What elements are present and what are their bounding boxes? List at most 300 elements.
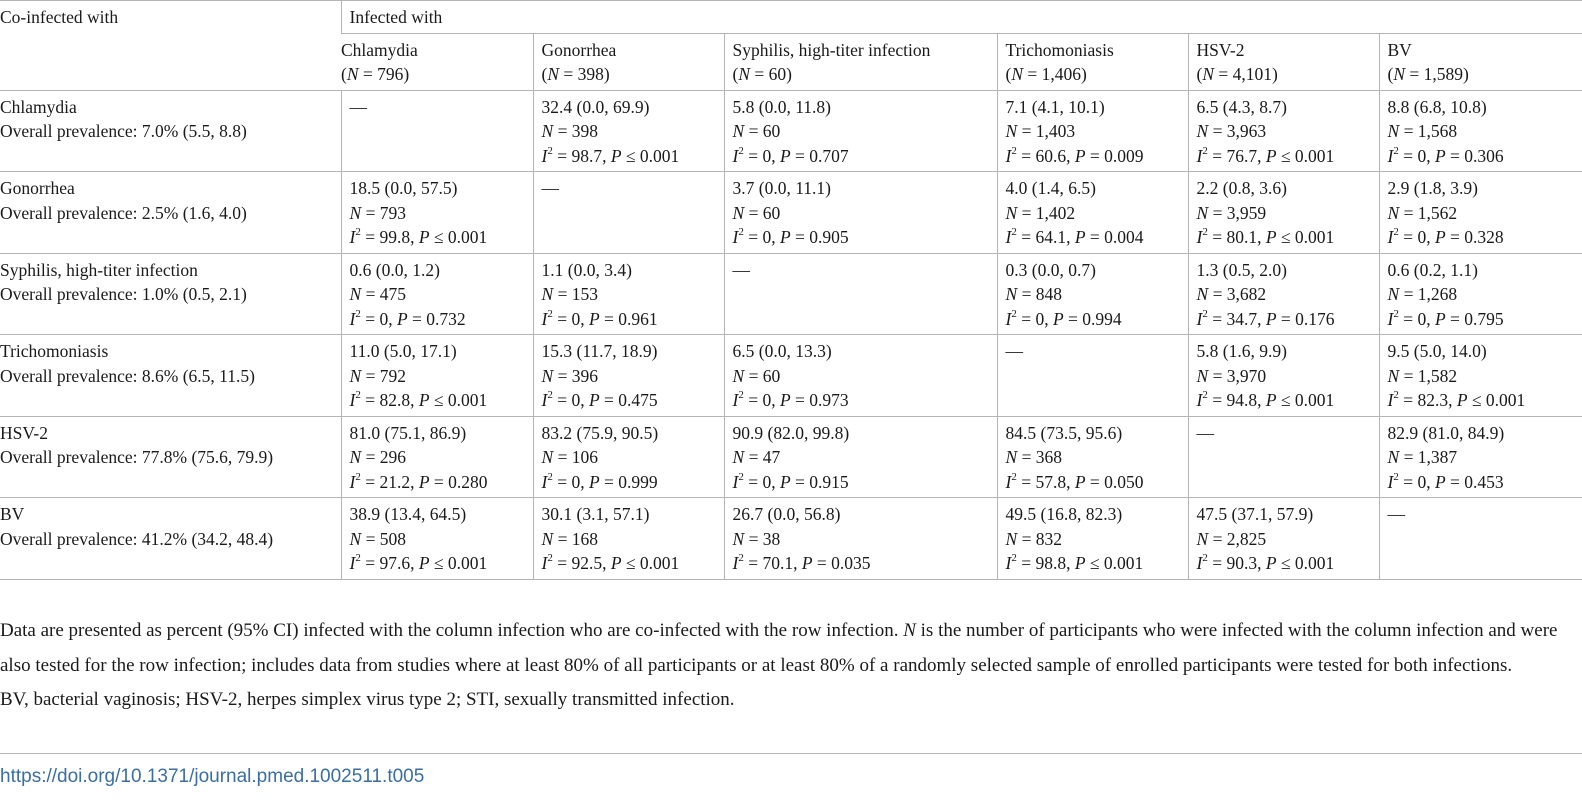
cell-estimate: 7.1 (4.1, 10.1): [1005, 96, 1105, 117]
cell-n-value: = 47: [744, 447, 781, 467]
column-header-n: [1006, 62, 1180, 87]
column-header-n-prefix: (: [541, 64, 548, 84]
cell-estimate: 26.7 (0.0, 56.8): [732, 504, 841, 524]
cell-p-symbol: P: [1434, 145, 1446, 166]
column-header: [341, 33, 533, 90]
cell-p-value: = 0.994: [1063, 308, 1122, 329]
cell-heterogeneity: [1197, 551, 1371, 576]
cell-p-symbol: P: [779, 227, 791, 247]
cell-p-value: = 0.009: [1085, 145, 1144, 166]
cell-i2-value: = 82.8,: [360, 390, 419, 410]
cell-p-symbol: P: [1074, 145, 1086, 166]
cell-i2-value: = 0,: [743, 227, 780, 247]
cell-i2-value: = 90.3,: [1207, 553, 1266, 573]
cell-i-superscript: 2: [547, 470, 553, 483]
cell-p-value: = 0.176: [1276, 308, 1335, 329]
cell-i-symbol: I: [541, 308, 548, 329]
cell-estimate: 83.2 (75.9, 90.5): [541, 422, 659, 443]
column-header-n-symbol: N: [738, 64, 751, 84]
table-cell: [341, 90, 533, 172]
cell-estimate: 0.3 (0.0, 0.7): [1005, 259, 1096, 280]
cell-i-superscript: 2: [355, 226, 361, 239]
table-row: [0, 253, 1582, 335]
table-cell: [533, 90, 724, 172]
table-cell: [724, 416, 997, 498]
cell-n: [542, 119, 716, 144]
cell-n-value: = 296: [361, 447, 407, 467]
footnote-abbreviations: BV, bacterial vaginosis; HSV-2, herpes simplex virus type 2; STI, sexually transmitted infection.: [0, 689, 735, 710]
cell-i-symbol: I: [349, 308, 356, 329]
cell-heterogeneity: [733, 388, 989, 413]
cell-n: [1006, 119, 1180, 144]
cell-p-value: ≤ 0.001: [621, 145, 680, 166]
empty-cell-dash: —: [541, 178, 559, 198]
cell-n-symbol: N: [732, 365, 745, 386]
column-header-n-prefix: (: [1005, 64, 1012, 84]
cell-n-symbol: N: [1387, 365, 1400, 386]
cell-i-superscript: 2: [1202, 307, 1208, 320]
cell-n-symbol: N: [1196, 121, 1209, 141]
cell-i2-value: = 0,: [1398, 471, 1435, 492]
cell-i-superscript: 2: [1393, 226, 1399, 239]
cell-i2-value: = 98.8,: [1016, 553, 1075, 573]
cell-i-superscript: 2: [547, 552, 553, 565]
table-cell: [533, 253, 724, 335]
cell-n-value: = 60: [744, 202, 781, 223]
column-header-n-symbol: N: [547, 64, 560, 84]
column-header-n-value: = 1,406): [1023, 64, 1087, 84]
column-header-name: HSV-2: [1196, 39, 1245, 60]
cell-n-value: = 1,403: [1017, 121, 1076, 141]
cell-estimate: 38.9 (13.4, 64.5): [349, 504, 467, 524]
table-cell: [997, 253, 1188, 335]
column-header-n-prefix: (: [341, 64, 347, 84]
cell-estimate: 18.5 (0.0, 57.5): [349, 178, 458, 198]
table-cell: [997, 172, 1188, 254]
cell-n-symbol: N: [541, 528, 554, 549]
row-header-prevalence: Overall prevalence: 1.0% (0.5, 2.1): [0, 284, 247, 304]
column-header-n-prefix: (: [1387, 64, 1394, 84]
cell-estimate: 5.8 (0.0, 11.8): [732, 96, 832, 117]
cell-i2-value: = 92.5,: [552, 553, 611, 573]
cell-p-symbol: P: [610, 553, 622, 573]
table-row: [0, 90, 1582, 172]
cell-n-symbol: N: [1196, 284, 1209, 304]
column-header: [533, 33, 724, 90]
cell-p-symbol: P: [1265, 308, 1277, 329]
cell-n: [733, 527, 989, 552]
table-cell: [1188, 90, 1379, 172]
cell-n: [1388, 201, 1575, 226]
cell-n: [733, 201, 989, 226]
cell-p-symbol: P: [588, 471, 600, 492]
cell-p-value: ≤ 0.001: [1276, 390, 1335, 410]
cell-heterogeneity: [733, 225, 989, 250]
cell-i-superscript: 2: [1393, 470, 1399, 483]
cell-p-symbol: P: [1456, 390, 1468, 410]
cell-i2-value: = 98.7,: [552, 145, 611, 166]
table-cell: [341, 416, 533, 498]
cell-p-value: ≤ 0.001: [1276, 227, 1335, 247]
cell-n-symbol: N: [732, 202, 745, 223]
cell-n: [350, 445, 525, 470]
cell-p-symbol: P: [801, 553, 813, 573]
cell-p-symbol: P: [610, 145, 622, 166]
cell-p-value: ≤ 0.001: [1085, 553, 1144, 573]
cell-heterogeneity: [1006, 551, 1180, 576]
cell-i-superscript: 2: [355, 389, 361, 402]
cell-n-symbol: N: [349, 528, 362, 549]
cell-estimate: 6.5 (4.3, 8.7): [1196, 96, 1287, 117]
column-header-name: Syphilis, high-titer infection: [732, 39, 931, 60]
cell-n-symbol: N: [1196, 365, 1209, 386]
column-header-n-prefix: (: [1196, 64, 1203, 84]
cell-p-value: ≤ 0.001: [1276, 145, 1335, 166]
row-header-name: BV: [0, 504, 25, 524]
cell-i-superscript: 2: [738, 389, 744, 402]
cell-heterogeneity: [1006, 225, 1180, 250]
cell-p-symbol: P: [588, 390, 600, 410]
cell-n-value: = 153: [553, 284, 599, 304]
cell-estimate: 5.8 (1.6, 9.9): [1196, 341, 1287, 361]
cell-p-symbol: P: [418, 227, 430, 247]
table-cell: [341, 335, 533, 417]
cell-p-symbol: P: [1265, 145, 1277, 166]
cell-i-superscript: 2: [1011, 144, 1017, 157]
cell-i-symbol: I: [1005, 471, 1012, 492]
cell-i-superscript: 2: [547, 389, 553, 402]
cell-p-symbol: P: [588, 308, 600, 329]
column-header: [1379, 33, 1582, 90]
cell-estimate: 81.0 (75.1, 86.9): [349, 422, 467, 443]
empty-cell-dash: —: [1387, 504, 1405, 524]
cell-n: [1006, 201, 1180, 226]
cell-estimate: 15.3 (11.7, 18.9): [541, 341, 658, 361]
cell-p-value: = 0.050: [1085, 471, 1144, 492]
footnote-definition: [0, 614, 1560, 683]
cell-n-value: = 1,402: [1017, 202, 1076, 223]
cell-p-value: = 0.905: [790, 227, 849, 247]
cell-p-value: = 0.961: [599, 308, 658, 329]
cell-i-superscript: 2: [738, 144, 744, 157]
cell-i-symbol: I: [1005, 145, 1012, 166]
cell-p-symbol: P: [1434, 308, 1446, 329]
cell-p-value: ≤ 0.001: [621, 553, 680, 573]
cell-heterogeneity: [350, 388, 525, 413]
table-cell: [1379, 416, 1582, 498]
cell-i-symbol: I: [541, 390, 548, 410]
cell-estimate: 90.9 (82.0, 99.8): [732, 422, 850, 443]
table-cell: [997, 335, 1188, 417]
column-header-n: [733, 62, 989, 87]
cell-n-symbol: N: [1196, 528, 1209, 549]
cell-i2-value: = 94.8,: [1207, 390, 1266, 410]
footnote-n-symbol: N: [903, 620, 916, 641]
cell-estimate: 6.5 (0.0, 13.3): [732, 341, 832, 361]
column-header-name: BV: [1387, 39, 1412, 60]
cell-p-symbol: P: [1074, 227, 1086, 247]
cell-i-superscript: 2: [1393, 307, 1399, 320]
column-header: [1188, 33, 1379, 90]
table-cell: [724, 172, 997, 254]
cell-i-symbol: I: [541, 553, 548, 573]
cell-p-symbol: P: [418, 390, 430, 410]
cell-n-symbol: N: [541, 447, 554, 467]
cell-p-symbol: P: [779, 471, 791, 492]
cell-n: [733, 364, 989, 389]
cell-i-superscript: 2: [355, 470, 361, 483]
cell-i-symbol: I: [349, 227, 356, 247]
cell-n-value: = 792: [361, 365, 407, 386]
table-cell: [1188, 498, 1379, 580]
cell-n-value: = 1,568: [1399, 121, 1458, 141]
table-cell: [1379, 498, 1582, 580]
empty-cell-dash: —: [1196, 422, 1214, 443]
cell-i-symbol: I: [1387, 308, 1394, 329]
row-header-name: Gonorrhea: [0, 178, 75, 198]
cell-p-value: = 0.795: [1445, 308, 1504, 329]
cell-i2-value: = 0,: [743, 390, 780, 410]
cell-n-value: = 3,963: [1208, 121, 1267, 141]
column-header-n-value: = 4,101): [1214, 64, 1278, 84]
cell-p-value: ≤ 0.001: [1276, 553, 1335, 573]
cell-i-symbol: I: [1005, 553, 1012, 573]
cell-estimate: 84.5 (73.5, 95.6): [1005, 422, 1123, 443]
cell-heterogeneity: [1006, 470, 1180, 495]
cell-n: [350, 201, 525, 226]
cell-i2-value: = 0,: [1398, 308, 1435, 329]
cell-heterogeneity: [1388, 225, 1575, 250]
table-cell: [997, 90, 1188, 172]
cell-n-value: = 2,825: [1208, 528, 1267, 549]
cell-p-symbol: P: [1265, 227, 1277, 247]
cell-i-symbol: I: [1196, 308, 1203, 329]
cell-i2-value: = 0,: [1016, 308, 1053, 329]
cell-i-symbol: I: [732, 227, 739, 247]
cell-i-symbol: I: [732, 471, 739, 492]
cell-heterogeneity: [542, 388, 716, 413]
cell-p-value: = 0.973: [790, 390, 849, 410]
row-header-prevalence: Overall prevalence: 2.5% (1.6, 4.0): [0, 202, 247, 223]
table-cell: [533, 335, 724, 417]
cell-i-symbol: I: [541, 145, 548, 166]
cell-estimate: 2.2 (0.8, 3.6): [1196, 178, 1287, 198]
cell-n-symbol: N: [541, 284, 554, 304]
cell-i2-value: = 21.2,: [360, 471, 419, 492]
row-header-name: Trichomoniasis: [0, 341, 109, 361]
cell-n-value: = 396: [553, 365, 599, 386]
cell-heterogeneity: [542, 551, 716, 576]
table-cell: [533, 416, 724, 498]
column-header-n-symbol: N: [346, 64, 359, 84]
row-header: [0, 253, 341, 335]
cell-p-symbol: P: [1434, 227, 1446, 247]
table-row: [0, 172, 1582, 254]
cell-i-symbol: I: [1196, 227, 1203, 247]
cell-i2-value: = 0,: [1398, 227, 1435, 247]
cell-estimate: 47.5 (37.1, 57.9): [1196, 504, 1314, 524]
empty-cell-dash: —: [349, 96, 367, 117]
cell-heterogeneity: [1197, 225, 1371, 250]
column-header-n-symbol: N: [1202, 64, 1215, 84]
cell-n-symbol: N: [349, 284, 362, 304]
cell-p-symbol: P: [396, 308, 408, 329]
cell-i-symbol: I: [1387, 390, 1394, 410]
table-cell: [997, 498, 1188, 580]
cell-n: [733, 119, 989, 144]
cell-i2-value: = 60.6,: [1016, 145, 1075, 166]
cell-n-value: = 398: [553, 121, 599, 141]
cell-heterogeneity: [542, 307, 716, 332]
cell-n-value: = 3,959: [1208, 202, 1267, 223]
column-header-name: Gonorrhea: [541, 39, 617, 60]
column-header-n-value: = 60): [750, 64, 792, 84]
cell-heterogeneity: [350, 307, 525, 332]
cell-estimate: 32.4 (0.0, 69.9): [541, 96, 650, 117]
cell-n: [542, 445, 716, 470]
cell-n-value: = 3,682: [1208, 284, 1267, 304]
corner-header: Co-infected with: [0, 1, 341, 91]
cell-n-symbol: N: [1005, 202, 1018, 223]
cell-p-symbol: P: [1265, 390, 1277, 410]
doi-divider: [0, 753, 1582, 754]
row-header: [0, 90, 341, 172]
cell-estimate: 2.9 (1.8, 3.9): [1387, 178, 1478, 198]
cell-i2-value: = 57.8,: [1016, 471, 1075, 492]
cell-i2-value: = 34.7,: [1207, 308, 1266, 329]
cell-i2-value: = 0,: [743, 471, 780, 492]
cell-i-superscript: 2: [1011, 307, 1017, 320]
cell-n-value: = 475: [361, 284, 407, 304]
cell-n: [1197, 119, 1371, 144]
row-header-name: Syphilis, high-titer infection: [0, 259, 198, 280]
cell-n-symbol: N: [1005, 121, 1018, 141]
cell-estimate: 1.3 (0.5, 2.0): [1196, 259, 1287, 280]
cell-n-value: = 106: [553, 447, 599, 467]
table-cell: [1188, 253, 1379, 335]
table-cell: [1188, 335, 1379, 417]
cell-i-symbol: I: [1387, 227, 1394, 247]
cell-n-value: = 3,970: [1208, 365, 1267, 386]
cell-heterogeneity: [350, 470, 525, 495]
cell-i-symbol: I: [732, 145, 739, 166]
cell-n-value: = 832: [1017, 528, 1063, 549]
table-cell: [1188, 172, 1379, 254]
cell-estimate: 1.1 (0.0, 3.4): [541, 259, 632, 280]
cell-i-symbol: I: [1196, 390, 1203, 410]
cell-p-value: = 0.732: [407, 308, 466, 329]
empty-cell-dash: —: [732, 259, 750, 280]
table-cell: [724, 498, 997, 580]
doi-link[interactable]: https://doi.org/10.1371/journal.pmed.1002511.t005: [0, 766, 425, 787]
row-header-prevalence: Overall prevalence: 7.0% (5.5, 8.8): [0, 121, 247, 141]
table-cell: [533, 172, 724, 254]
footnote-text-b: is the number of participants who were infected with the column infection and were also tested for the row infection; includes data from studies where at least 80% of all participants or at least 80% of a randomly selected sample of enrolled participants were tested for both infections.: [0, 620, 1558, 676]
cell-n-symbol: N: [349, 202, 362, 223]
cell-p-symbol: P: [1074, 471, 1086, 492]
cell-heterogeneity: [542, 144, 716, 169]
cell-n: [1197, 282, 1371, 307]
cell-p-symbol: P: [1434, 471, 1446, 492]
cell-i2-value: = 0,: [552, 390, 589, 410]
cell-n-value: = 508: [361, 528, 407, 549]
cell-estimate: 0.6 (0.2, 1.1): [1387, 259, 1478, 280]
column-header-n-symbol: N: [1393, 64, 1406, 84]
cell-heterogeneity: [1197, 307, 1371, 332]
table-cell: [724, 335, 997, 417]
table-cell: [1379, 90, 1582, 172]
cell-p-symbol: P: [1052, 308, 1064, 329]
table-row: [0, 498, 1582, 580]
cell-p-symbol: P: [418, 553, 430, 573]
cell-n-symbol: N: [1196, 202, 1209, 223]
column-header-n: [542, 62, 716, 87]
cell-heterogeneity: [733, 144, 989, 169]
cell-i-superscript: 2: [1011, 226, 1017, 239]
cell-p-symbol: P: [418, 471, 430, 492]
cell-n: [1388, 364, 1575, 389]
cell-heterogeneity: [350, 225, 525, 250]
cell-estimate: 49.5 (16.8, 82.3): [1005, 504, 1123, 524]
cell-heterogeneity: [733, 551, 989, 576]
cell-n-symbol: N: [1387, 121, 1400, 141]
table-cell: [1188, 416, 1379, 498]
row-header-prevalence: Overall prevalence: 77.8% (75.6, 79.9): [0, 447, 274, 467]
column-header-name: Chlamydia: [341, 39, 418, 60]
cell-n-symbol: N: [1005, 528, 1018, 549]
cell-n-symbol: N: [1005, 284, 1018, 304]
empty-cell-dash: —: [1005, 341, 1023, 361]
cell-n: [542, 527, 716, 552]
cell-n-value: = 1,582: [1399, 365, 1458, 386]
cell-i2-value: = 97.6,: [360, 553, 419, 573]
cell-i2-value: = 0,: [1398, 145, 1435, 166]
cell-heterogeneity: [1388, 144, 1575, 169]
cell-p-value: = 0.999: [599, 471, 658, 492]
column-header-n-value: = 796): [358, 64, 410, 84]
cell-p-value: = 0.035: [812, 553, 871, 573]
cell-p-value: = 0.280: [429, 471, 488, 492]
cell-i-symbol: I: [1005, 227, 1012, 247]
column-header-n-value: = 398): [559, 64, 610, 84]
cell-i2-value: = 82.3,: [1398, 390, 1457, 410]
cell-p-value: = 0.306: [1445, 145, 1504, 166]
cell-p-value: ≤ 0.001: [1467, 390, 1526, 410]
table-cell: [533, 498, 724, 580]
cell-n: [733, 445, 989, 470]
cell-n: [350, 527, 525, 552]
table-cell: [1379, 335, 1582, 417]
cell-heterogeneity: [733, 470, 989, 495]
cell-n: [1388, 282, 1575, 307]
cell-heterogeneity: [1197, 388, 1371, 413]
row-header: [0, 498, 341, 580]
table-cell: [1379, 172, 1582, 254]
cell-i-superscript: 2: [1393, 144, 1399, 157]
row-header-name: HSV-2: [0, 422, 48, 443]
cell-i-superscript: 2: [547, 307, 553, 320]
row-header-prevalence: Overall prevalence: 8.6% (6.5, 11.5): [0, 365, 255, 386]
cell-i-symbol: I: [732, 553, 739, 573]
cell-p-value: = 0.707: [790, 145, 849, 166]
column-header: [724, 33, 997, 90]
cell-n: [1006, 527, 1180, 552]
cell-n-value: = 60: [744, 121, 781, 141]
cell-n: [1197, 364, 1371, 389]
cell-n-value: = 1,562: [1399, 202, 1458, 223]
cell-heterogeneity: [1197, 144, 1371, 169]
cell-n: [1388, 119, 1575, 144]
